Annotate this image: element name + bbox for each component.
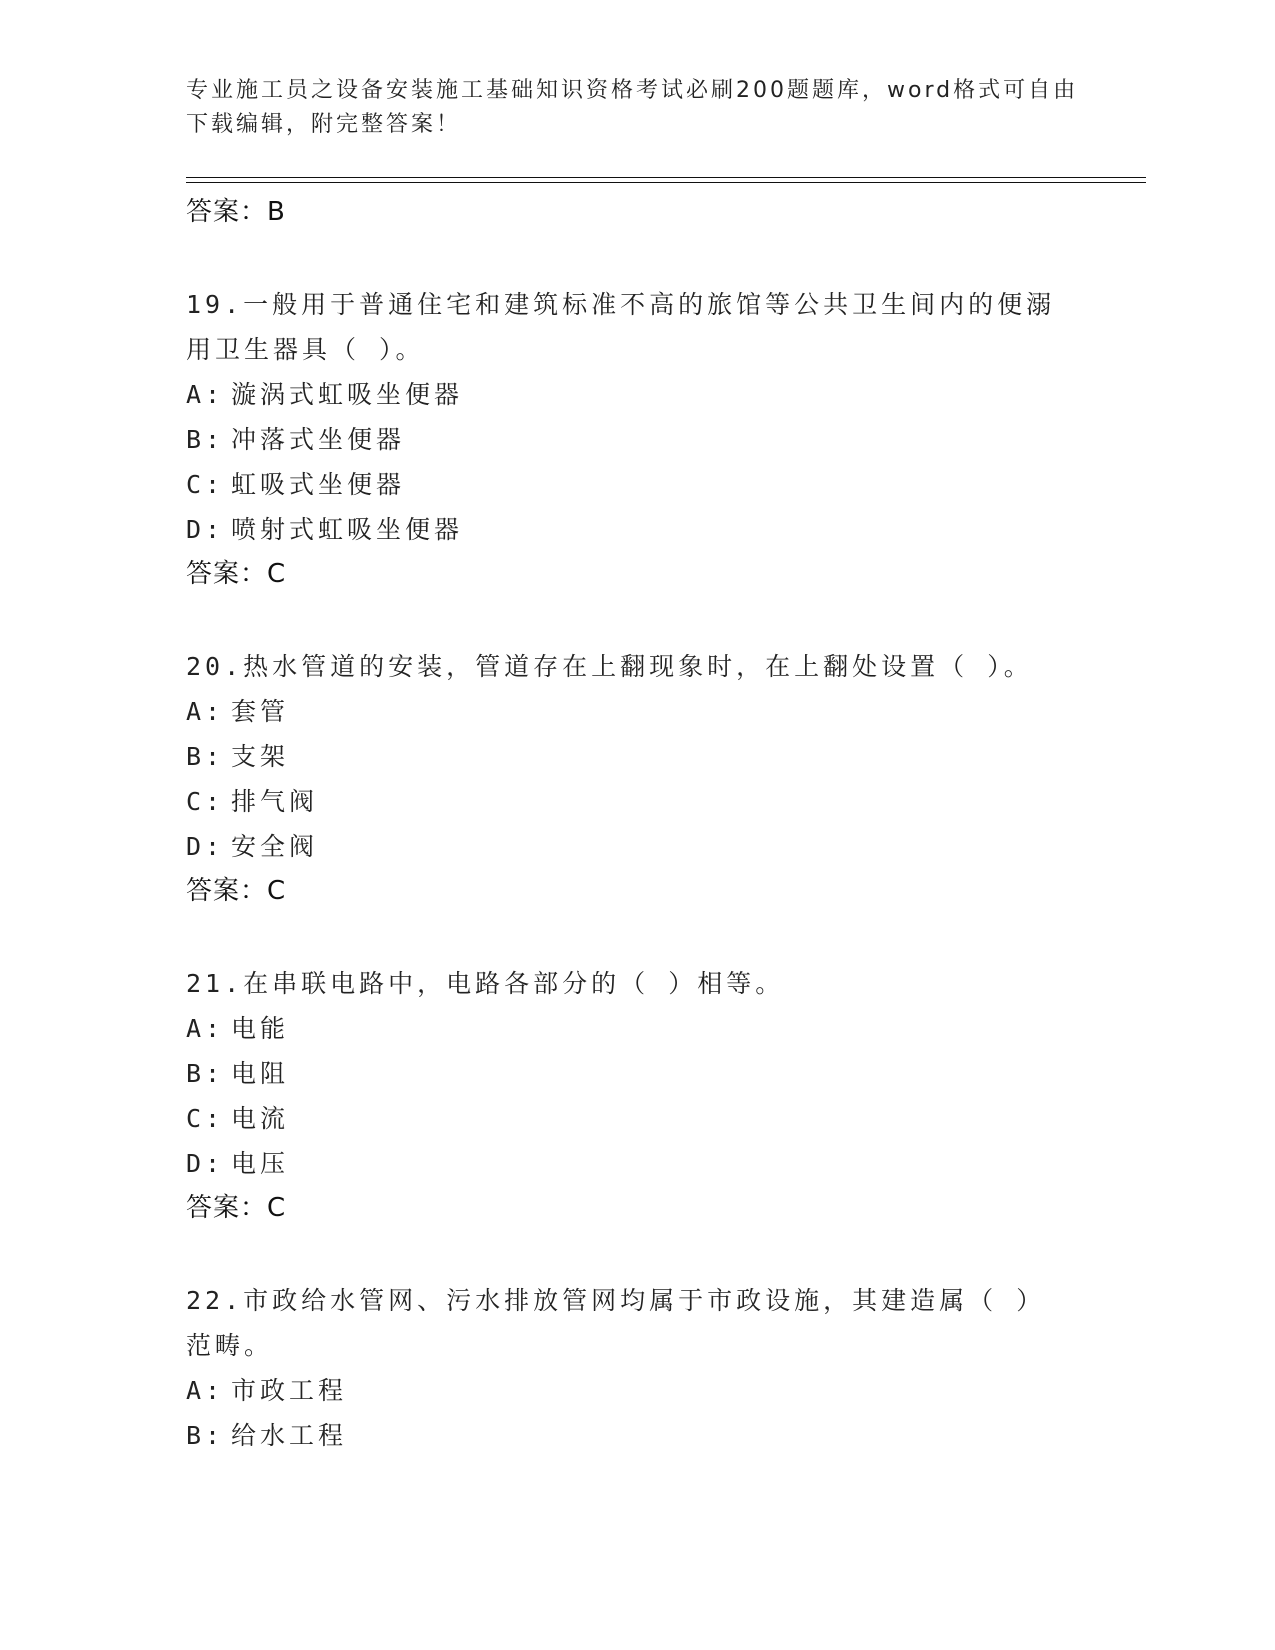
option-label: C: (186, 1104, 225, 1133)
option-text: 安全阀 (231, 832, 319, 861)
option-d (186, 1141, 1086, 1186)
option-text: 虹吸式坐便器 (231, 470, 406, 499)
option-text: 支架 (231, 742, 290, 771)
question-text: 21.在串联电路中，电路各部分的（ ）相等。 (186, 969, 785, 998)
option-label: B: (186, 1059, 225, 1088)
question-22 (186, 1278, 1086, 1368)
answer-line: 答案：C (186, 876, 287, 906)
header-divider-top (186, 177, 1146, 178)
option-text: 电阻 (231, 1059, 290, 1088)
option-a (186, 372, 1086, 417)
option-label: A: (186, 1376, 225, 1405)
answer-line: 答案：C (186, 559, 287, 589)
option-d (186, 507, 1086, 552)
option-label: A: (186, 697, 225, 726)
option-text: 市政工程 (231, 1376, 348, 1405)
option-label: C: (186, 787, 225, 816)
option-c (186, 779, 1086, 824)
option-label: A: (186, 1014, 225, 1043)
option-a (186, 1006, 1086, 1051)
option-label: A: (186, 380, 225, 409)
option-label: B: (186, 1421, 225, 1450)
option-text: 排气阀 (231, 787, 319, 816)
option-label: D: (186, 515, 225, 544)
option-b (186, 734, 1086, 779)
question-text: 20.热水管道的安装，管道存在上翻现象时，在上翻处设置（ ）。 (186, 652, 1033, 681)
option-b (186, 1413, 1086, 1458)
question-20 (186, 644, 1086, 689)
answer-line: 答案：C (186, 1193, 287, 1223)
question-text: 22.市政给水管网、污水排放管网均属于市政设施，其建造属（ ）范畴。 (186, 1286, 1046, 1360)
option-a (186, 1368, 1086, 1413)
question-21 (186, 961, 1086, 1006)
option-b (186, 1051, 1086, 1096)
question-19 (186, 282, 1086, 372)
option-c (186, 1096, 1086, 1141)
question-list (186, 190, 1086, 1458)
option-label: B: (186, 742, 225, 771)
option-a (186, 689, 1086, 734)
option-label: D: (186, 832, 225, 861)
option-text: 电能 (231, 1014, 290, 1043)
option-text: 漩涡式虹吸坐便器 (231, 380, 464, 409)
option-text: 冲落式坐便器 (231, 425, 406, 454)
option-text: 电压 (231, 1149, 290, 1178)
option-text: 套管 (231, 697, 290, 726)
option-label: C: (186, 470, 225, 499)
header-divider-bottom (186, 182, 1146, 183)
option-label: D: (186, 1149, 225, 1178)
option-text: 喷射式虹吸坐便器 (231, 515, 464, 544)
option-text: 电流 (231, 1104, 290, 1133)
option-label: B: (186, 425, 225, 454)
question-text: 19.一般用于普通住宅和建筑标准不高的旅馆等公共卫生间内的便溺用卫生器具（ ）。 (186, 290, 1056, 364)
document-header: 专业施工员之设备安装施工基础知识资格考试必刷200题题库，word格式可自由下载编辑，附完整答案！ (186, 78, 1079, 137)
option-b (186, 417, 1086, 462)
option-text: 给水工程 (231, 1421, 348, 1450)
option-c (186, 462, 1086, 507)
answer-line: 答案：B (186, 197, 286, 227)
option-d (186, 824, 1086, 869)
